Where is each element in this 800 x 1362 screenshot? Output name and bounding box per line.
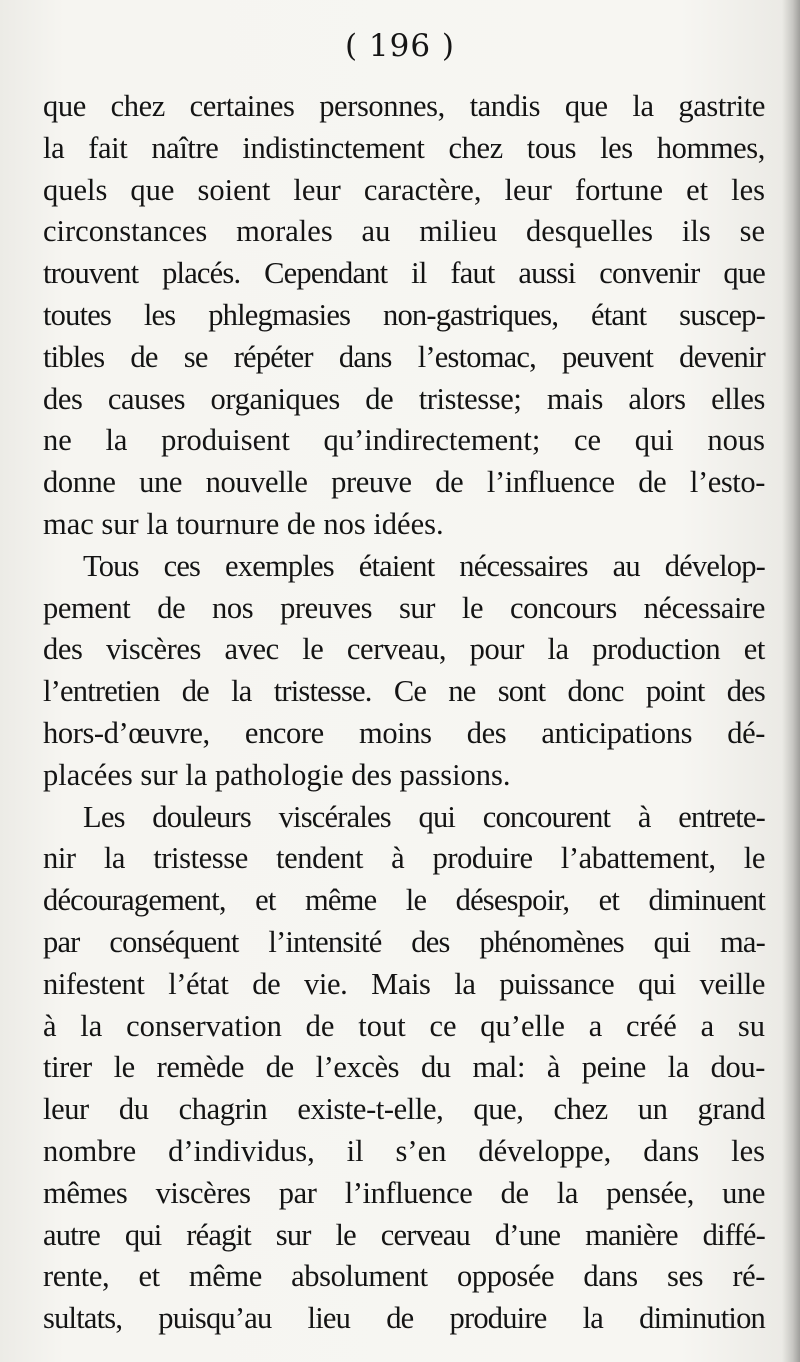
text-line: quels que soient leur caractère, leur fortune et les bbox=[43, 172, 765, 207]
text-line: des causes organiques de tristesse; mais alors elles bbox=[43, 381, 765, 416]
text-line: l’entretien de la tristesse. Ce ne sont donc point des bbox=[43, 674, 765, 709]
body-text bbox=[43, 86, 765, 1340]
text-line: trouvent placés. Cependant il faut aussi convenir que bbox=[43, 256, 765, 291]
text-line: nifestent l’état de vie. Mais la puissance qui veille bbox=[43, 966, 765, 1001]
text-line: la fait naître indistinctement chez tous les hommes, bbox=[43, 130, 765, 165]
text-line: pement de nos preuves sur le concours nécessaire bbox=[43, 590, 765, 625]
text-line: des viscères avec le cerveau, pour la production et bbox=[43, 632, 765, 667]
paragraph-first-line: Tous ces exemples étaient nécessaires au dévelop- bbox=[83, 548, 765, 583]
text-line: hors-d’œuvre, encore moins des anticipations dé- bbox=[43, 715, 765, 750]
text-line: circonstances morales au milieu desquelles ils se bbox=[43, 214, 765, 249]
text-line: ne la produisent qu’indirectement; ce qui nous bbox=[43, 423, 765, 458]
text-line: autre qui réagit sur le cerveau d’une manière diffé- bbox=[43, 1217, 765, 1252]
page-gutter-shadow bbox=[782, 0, 800, 1362]
text-line: leur du chagrin existe-t-elle, que, chez un grand bbox=[43, 1092, 765, 1127]
text-line: rente, et même absolument opposée dans ses ré- bbox=[43, 1259, 765, 1294]
page-number: ( 196 ) bbox=[344, 28, 456, 64]
text-line: par conséquent l’intensité des phénomènes qui ma- bbox=[43, 924, 765, 959]
paragraph-end-line: mac sur la tournure de nos idées. bbox=[43, 506, 444, 541]
text-line: nir la tristesse tendent à produire l’abattement, le bbox=[43, 841, 765, 876]
paragraph-first-line: Les douleurs viscérales qui concourent à entrete- bbox=[83, 799, 765, 834]
text-line: nombre d’individus, il s’en développe, dans les bbox=[43, 1133, 765, 1168]
text-line: découragement, et même le désespoir, et diminuent bbox=[43, 883, 765, 918]
text-line: toutes les phlegmasies non-gastriques, étant suscep- bbox=[43, 297, 765, 332]
text-line: à la conservation de tout ce qu’elle a créé a su bbox=[43, 1008, 765, 1043]
text-line: tibles de se répéter dans l’estomac, peuvent devenir bbox=[43, 339, 765, 374]
text-line: donne une nouvelle preuve de l’influence de l’esto- bbox=[43, 465, 765, 500]
text-line: mêmes viscères par l’influence de la pensée, une bbox=[43, 1175, 765, 1210]
text-line: que chez certaines personnes, tandis que la gastrite bbox=[43, 89, 765, 123]
text-line: sultats, puisqu’au lieu de produire la diminution bbox=[43, 1301, 765, 1336]
text-line: tirer le remède de l’excès du mal: à peine la dou- bbox=[43, 1050, 765, 1085]
paragraph-end-line: placées sur la pathologie des passions. bbox=[43, 757, 511, 792]
